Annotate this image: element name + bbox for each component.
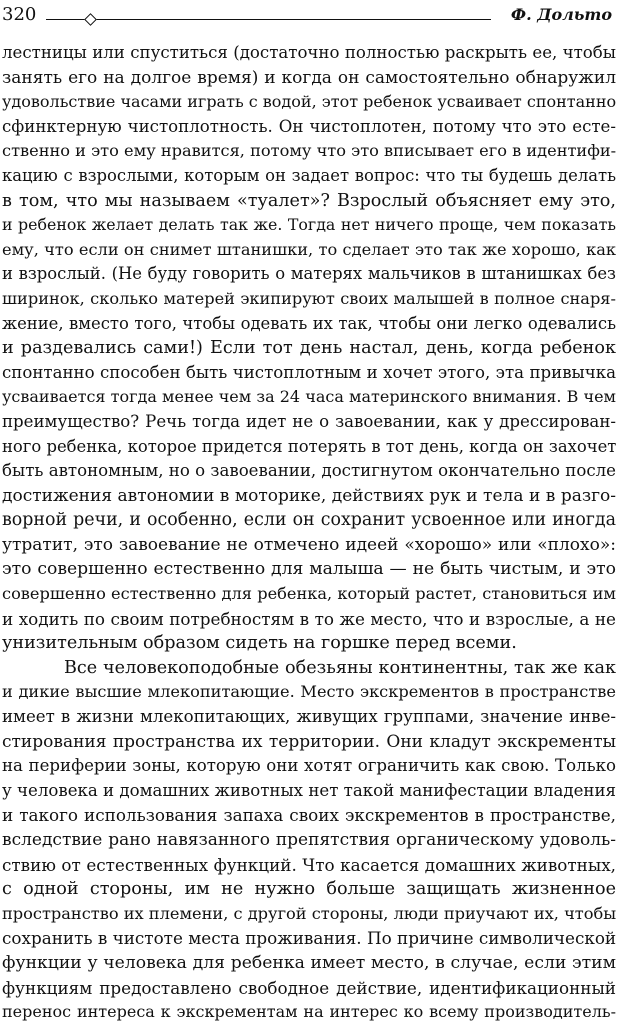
text-line: функциям предоставлено свободное действие, идентификационный (2, 977, 616, 998)
header-ornament-icon (84, 13, 97, 26)
text-line: с одной стороны, им не нужно больше защищать жизненное (2, 879, 616, 900)
text-line: перенос интереса к экскрементам на интерес ко всему производитель- (2, 1002, 616, 1022)
text-line: достижения автономии в моторике, действиях рук и тела и в разго- (2, 485, 616, 506)
paragraph-first-line: Все человекоподобные обезьяны континентны, так же как (64, 657, 616, 678)
page-header (2, 4, 614, 30)
text-line: и такого использования запаха своих экскрементов в пространстве, (2, 805, 616, 826)
text-line: это совершенно естественно для малыша — не быть чистым, и это (2, 559, 616, 580)
text-line: преимущество? Речь тогда идет не о завоевании, как у дрессирован- (2, 411, 616, 431)
text-line: лестницы или спуститься (достаточно полностью раскрыть ее, чтобы (2, 43, 616, 62)
running-head-author: Ф. Дольто (510, 5, 612, 24)
text-line: и раздевались сами!) Если тот день настал, день, когда ребенок (2, 338, 616, 359)
text-line: удовольствие часами играть с водой, этот ребенок усваивает спонтанно (2, 92, 616, 112)
text-line: ему, что если он снимет штанишки, то сделает это так же хорошо, как (2, 239, 616, 259)
text-line: сфинктерную чистоплотность. Он чистоплотен, потому что это есте- (2, 116, 616, 136)
text-line: вследствие рано навязанного препятствия органическому удоволь- (2, 830, 616, 850)
text-line: и ребенок желает делать так же. Тогда нет ничего проще, чем показать (2, 215, 616, 235)
body-text (2, 41, 616, 1025)
paragraph-end-line: унизительным образом сидеть на горшке перед всеми. (2, 633, 517, 654)
text-line: ширинок, сколько матерей экипируют своих малышей в полное снаря- (2, 288, 616, 308)
text-line: функции у человека для ребенка имеет место, в случае, если этим (2, 952, 616, 973)
text-line: в том, что мы называем «туалет»? Взрослый объясняет ему это, (2, 190, 616, 211)
text-line: спонтанно способен быть чистоплотным и хочет этого, эта привычка (2, 362, 616, 382)
text-line: быть автономным, но о завоевании, достигнутом окончательно после (2, 461, 616, 481)
text-line: утратит, это завоевание не отмечено идеей «хорошо» или «плохо»: (2, 534, 616, 555)
text-line: совершенно естественно для ребенка, который растет, становиться им (2, 584, 616, 604)
text-line: на периферии зоны, которую они хотят ограничить как свою. Только (2, 756, 616, 776)
text-line: ствию от естественных функций. Что касается домашних животных, (2, 854, 616, 875)
text-line: занять его на долгое время) и когда он самостоятельно обнаружил (2, 67, 616, 88)
text-line: ственно и это ему нравится, потому что это вписывает его в идентифи- (2, 141, 616, 161)
text-line: кацию с взрослыми, которым он задает вопрос: что ты будешь делать (2, 165, 616, 185)
header-rule (46, 19, 491, 20)
text-line: у человека и домашних животных нет такой манифестации владения (2, 780, 616, 800)
text-line: ворной речи, и особенно, если он сохранит усвоенное или иногда (2, 510, 616, 531)
text-line: жение, вместо того, чтобы одевать их так, чтобы они легко одевались (2, 313, 616, 333)
text-line: и взрослый. (Не буду говорить о матерях мальчиков в штанишках без (2, 264, 616, 284)
page-number: 320 (2, 4, 37, 25)
text-line: стирования пространства их территории. Они кладут экскременты (2, 731, 616, 752)
text-line: ного ребенка, которое придется потерять в тот день, когда он захочет (2, 436, 616, 456)
text-line: усваивается тогда менее чем за 24 часа материнского внимания. В чем (2, 387, 616, 407)
text-line: пространство их племени, с другой стороны, люди приучают их, чтобы (2, 903, 616, 923)
text-line: имеет в жизни млекопитающих, живущих группами, значение инве- (2, 707, 616, 727)
text-line: и дикие высшие млекопитающие. Место экскрементов в пространстве (2, 682, 616, 702)
text-line: и ходить по своим потребностям в то же место, что и взрослые, а не (2, 608, 616, 629)
text-line: сохранить в чистоте места проживания. По причине символической (2, 928, 616, 949)
